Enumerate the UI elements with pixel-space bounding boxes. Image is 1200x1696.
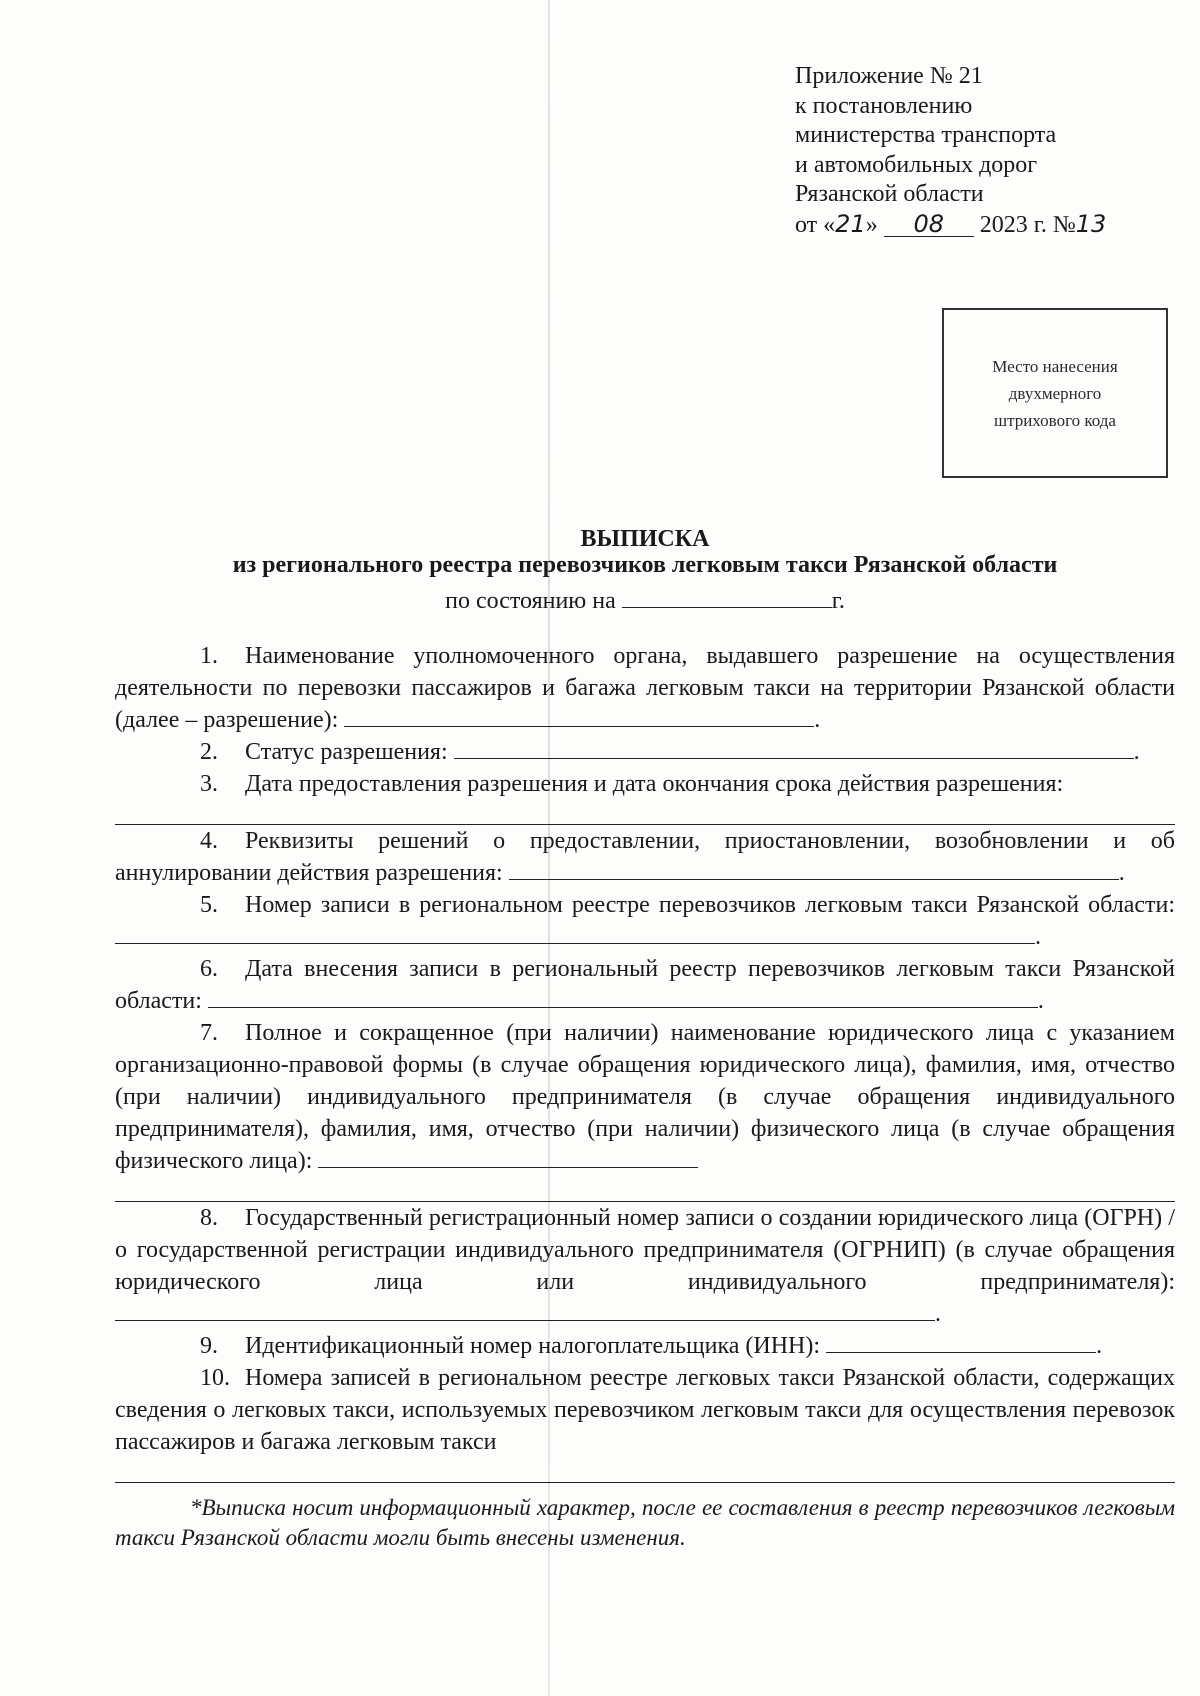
- date-day: 21: [835, 209, 866, 238]
- list-item: 9. Идентификационный номер налогоплательщика (ИНН): .: [115, 1330, 1175, 1362]
- document-title: ВЫПИСКА: [580, 526, 710, 552]
- footnote: *Выписка носит информационный характер, после ее составления в реестр перевозчиков легковым такси Рязанской области могли быть внесены изменения.: [115, 1495, 1175, 1550]
- field-blank[interactable]: [115, 1179, 1175, 1202]
- date-prefix: от «: [795, 211, 836, 238]
- field-blank[interactable]: [454, 736, 1134, 759]
- barcode-placeholder-box: [942, 308, 1168, 478]
- appendix-line-1: Приложение № 21: [795, 63, 983, 89]
- list-item: 8. Государственный регистрационный номер записи о создании юридического лица (ОГРН) / о государственной регистрации индивидуального предпринимателя (ОГРНИП) (в случае обращения юридического лица или индивидуального предпринимателя): .: [115, 1205, 1175, 1327]
- barcode-line-2: двухмерного: [1008, 383, 1102, 403]
- field-blank[interactable]: [115, 1298, 935, 1321]
- list-item: 4. Реквизиты решений о предоставлении, приостановлении, возобновлении и об аннулировании действия разрешения: .: [115, 828, 1175, 886]
- appendix-line-4: и автомобильных дорог: [795, 151, 1038, 178]
- appendix-line-2: к постановлению: [795, 92, 973, 119]
- list-item: 5. Номер записи в региональном реестре перевозчиков легковым такси Рязанской области: .: [115, 889, 1175, 953]
- field-blank[interactable]: [344, 704, 814, 727]
- date-close: »: [865, 211, 878, 238]
- as-of-line: [0, 585, 1200, 615]
- list-item: 1. Наименование уполномоченного органа, выдавшего разрешение на осуществления деятельности по перевозки пассажиров и багажа легковым такси на территории Рязанской области (далее – разрешение): .: [115, 643, 1175, 733]
- field-blank[interactable]: [318, 1145, 698, 1168]
- field-blank[interactable]: [115, 921, 1035, 944]
- as-of-date-blank[interactable]: [622, 585, 832, 608]
- as-of-prefix: по состоянию на: [445, 588, 616, 614]
- date-number: 13: [1075, 209, 1107, 238]
- list-item: 2. Статус разрешения: .: [115, 736, 1175, 768]
- field-blank[interactable]: [208, 985, 1038, 1008]
- items-list: [115, 640, 1175, 1483]
- as-of-suffix: г.: [831, 588, 845, 614]
- barcode-line-3: штрихового кода: [993, 410, 1116, 430]
- list-item: 3. Дата предоставления разрешения и дата окончания срока действия разрешения:: [200, 771, 1064, 797]
- list-item: 6. Дата внесения записи в региональный реестр перевозчиков легковым такси Рязанской области: .: [115, 956, 1175, 1014]
- appendix-line-3: министерства транспорта: [795, 122, 1057, 148]
- field-blank[interactable]: [115, 802, 1175, 825]
- list-item: 10. Номера записей в региональном реестре легковых такси Рязанской области, содержащих сведения о легковых такси, используемых перевозчиком легковым такси для осуществления перевозок пассажиров и багажа легковым такси: [115, 1365, 1175, 1455]
- field-blank[interactable]: [826, 1330, 1096, 1353]
- appendix-line-5: Рязанской области: [795, 181, 984, 207]
- appendix-header: [795, 62, 1106, 240]
- date-month: 08: [884, 212, 974, 237]
- field-blank[interactable]: [115, 1460, 1175, 1483]
- list-item: 7. Полное и сокращенное (при наличии) наименование юридического лица с указанием организационно-правовой формы (в случае обращения юридического лица), фамилия, имя, отчество (при наличии) индивидуального предпринимателя (в случае обращения индивидуального предпринимателя), фамилия, имя, отчество (при наличии) физического лица (в случае обращения физического лица):: [115, 1020, 1175, 1174]
- appendix-date-line: [795, 210, 1106, 241]
- document-subtitle: из регионального реестра перевозчиков легковым такси Рязанской области: [232, 552, 1058, 578]
- date-year: 2023 г. №: [979, 211, 1076, 238]
- barcode-line-1: Место нанесения: [992, 356, 1118, 376]
- field-blank[interactable]: [509, 857, 1119, 880]
